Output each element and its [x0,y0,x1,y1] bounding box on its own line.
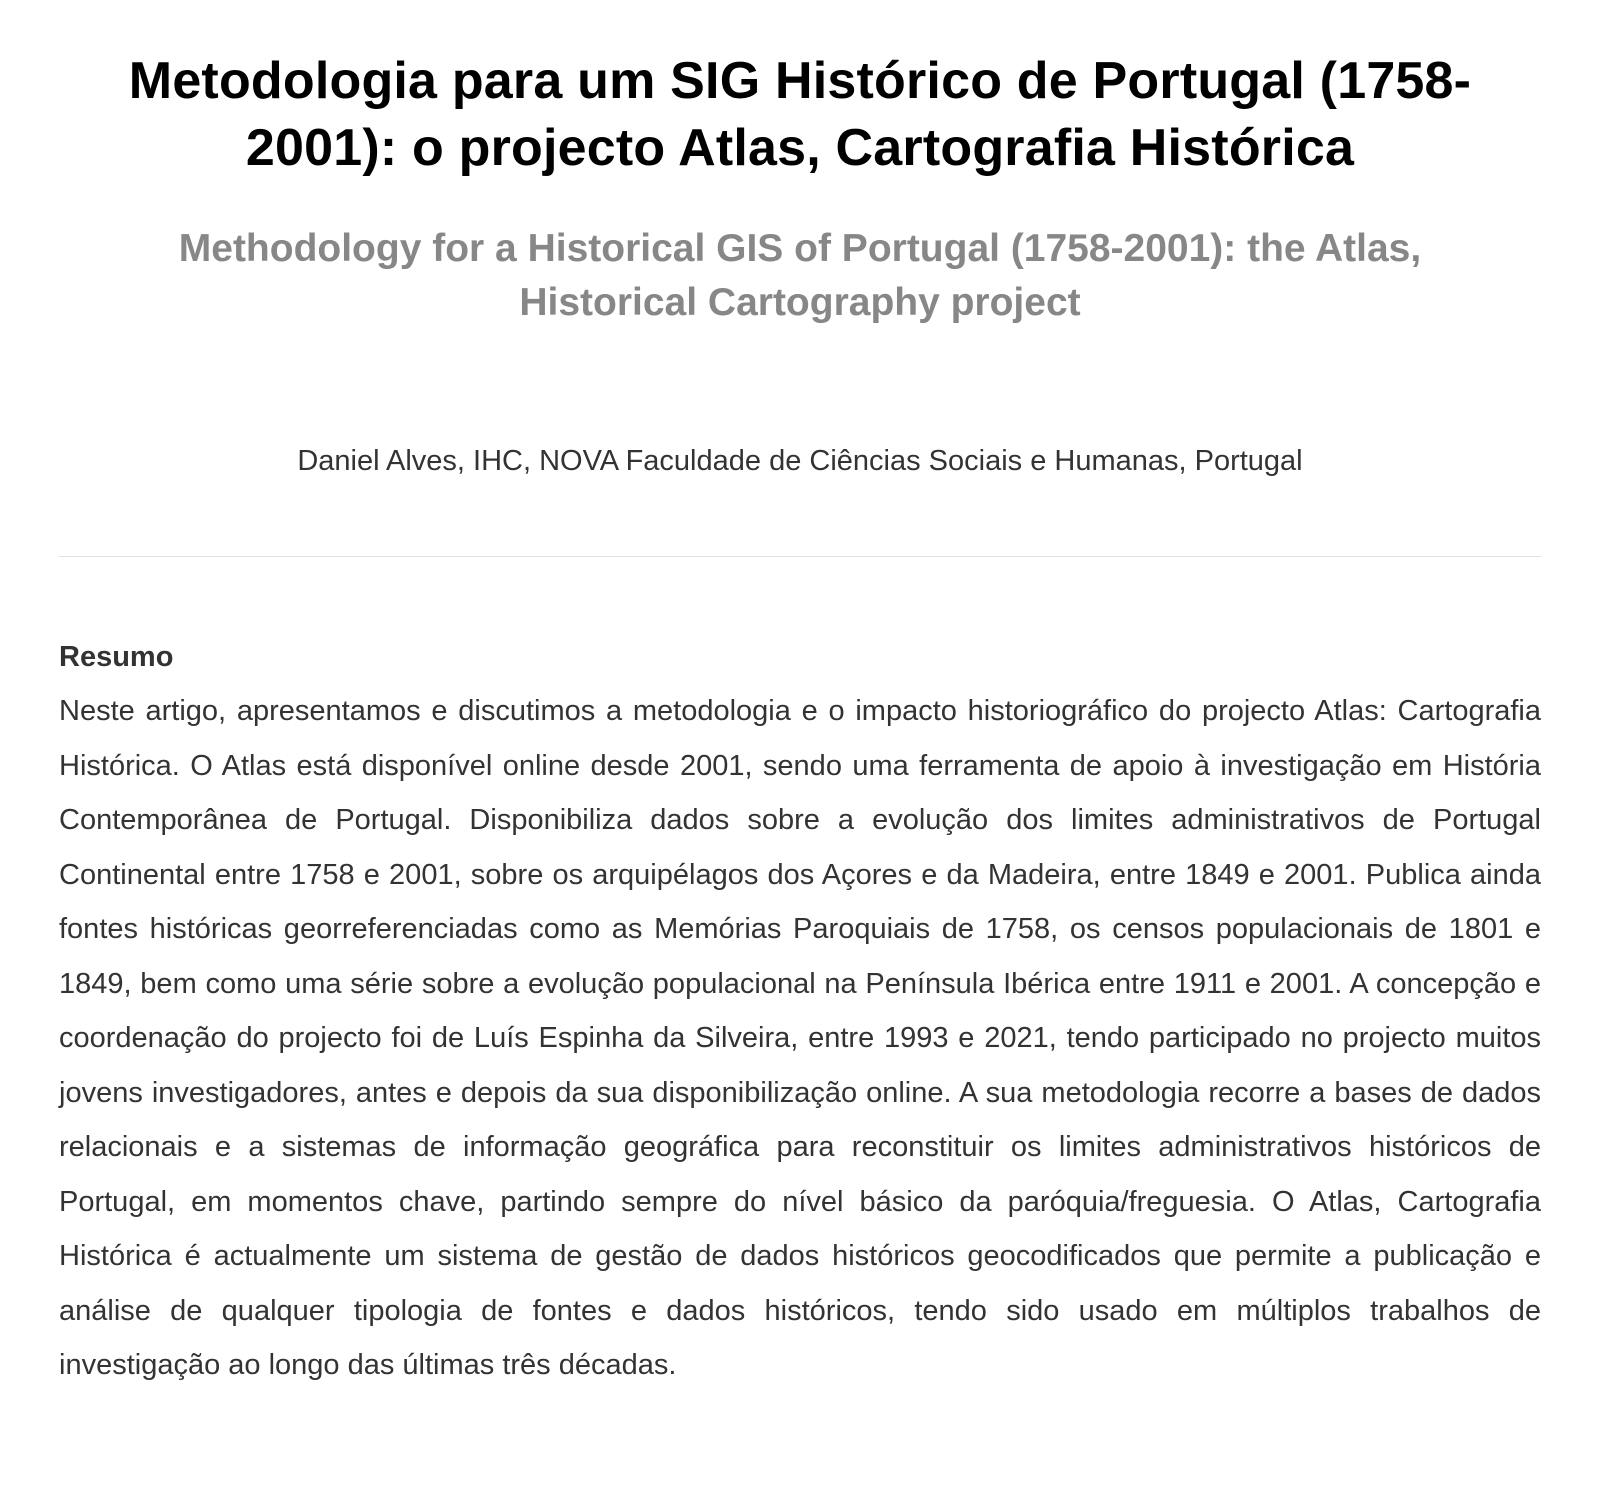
section-divider [59,556,1541,557]
abstract-text: Neste artigo, apresentamos e discutimos a metodologia e o impacto historiográfico do projecto Atlas: Cartografia Histórica. O Atlas está disponível online desde 2001, sendo uma ferramenta de apoio à investigação em História Contemporânea de Portugal. Disponibiliza dados sobre a evolução dos limites administrativos de Portugal Continental entre 1758 e 2001, sobre os arquipélagos dos Açores e da Madeira, entre 1849 e 2001. Publica ainda fontes históricas georreferenciadas como as Memórias Paroquiais de 1758, os censos populacionais de 1801 e 1849, bem como uma série sobre a evolução populacional na Península Ibérica entre 1911 e 2001. A concepção e coordenação do projecto foi de Luís Espinha da Silveira, entre 1993 e 2021, tendo participado no projecto muitos jovens investigadores, antes e depois da sua disponibilização online. A sua metodologia recorre a bases de dados relacionais e a sistemas de informação geográfica para reconstituir os limites administrativos históricos de Portugal, em momentos chave, partindo sempre do nível básico da paróquia/freguesia. O Atlas, Cartografia Histórica é actualmente um sistema de gestão de dados históricos geocodificados que permite a publicação e análise de qualquer tipologia de fontes e dados históricos, tendo sido usado em múltiplos trabalhos de investigação ao longo das últimas três décadas. [59,695,1541,1381]
author-affiliation: Daniel Alves, IHC, NOVA Faculdade de Ciências Sociais e Humanas, Portugal [297,445,1303,477]
paper-title: Metodologia para um SIG Histórico de Portugal (1758-2001): o projecto Atlas, Cartografia Histórica [128,52,1472,177]
abstract-section [59,637,1541,1393]
paper-subtitle: Methodology for a Historical GIS of Portugal (1758-2001): the Atlas, Historical Cartography project [178,227,1422,324]
abstract-heading: Resumo [59,641,174,673]
